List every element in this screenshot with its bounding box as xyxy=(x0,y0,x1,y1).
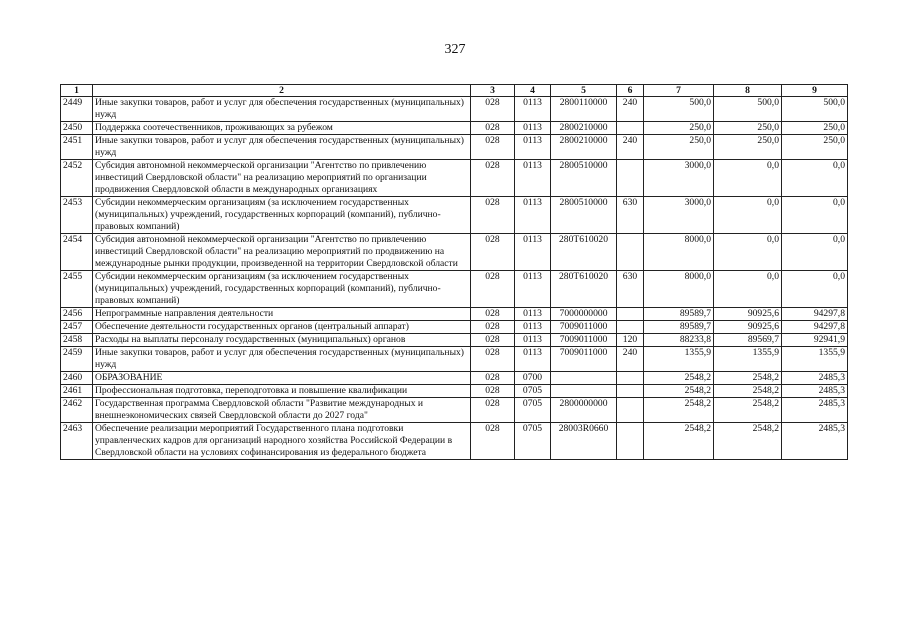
row-name: Субсидии некоммерческим организациям (за исключением государственных (муниципальных) учреждений, государственных корпораций (компаний), публично-правовых компаний) xyxy=(93,271,471,308)
expense-type-code: 240 xyxy=(617,135,644,160)
amount-col-9: 2485,3 xyxy=(782,372,848,385)
amount-col-9: 1355,9 xyxy=(782,347,848,372)
amount-col-8: 250,0 xyxy=(714,135,782,160)
amount-col-8: 2548,2 xyxy=(714,398,782,423)
amount-col-7: 3000,0 xyxy=(644,197,714,234)
ministry-code: 028 xyxy=(471,97,515,122)
section-code: 0113 xyxy=(515,160,551,197)
section-code: 0113 xyxy=(515,234,551,271)
amount-col-9: 94297,8 xyxy=(782,308,848,321)
section-code: 0705 xyxy=(515,385,551,398)
row-number: 2455 xyxy=(61,271,93,308)
column-header: 7 xyxy=(644,85,714,97)
row-name: Поддержка соотечественников, проживающих за рубежом xyxy=(93,122,471,135)
table-row xyxy=(61,234,848,271)
expense-type-code xyxy=(617,308,644,321)
amount-col-9: 2485,3 xyxy=(782,423,848,460)
row-name: Иные закупки товаров, работ и услуг для обеспечения государственных (муниципальных) нужд xyxy=(93,347,471,372)
amount-col-8: 500,0 xyxy=(714,97,782,122)
ministry-code: 028 xyxy=(471,398,515,423)
target-code: 2800110000 xyxy=(551,97,617,122)
amount-col-8: 0,0 xyxy=(714,160,782,197)
expense-type-code xyxy=(617,122,644,135)
section-code: 0113 xyxy=(515,197,551,234)
row-number: 2463 xyxy=(61,423,93,460)
table-row xyxy=(61,398,848,423)
ministry-code: 028 xyxy=(471,372,515,385)
expense-type-code xyxy=(617,234,644,271)
section-code: 0113 xyxy=(515,334,551,347)
row-name: Расходы на выплаты персоналу государственных (муниципальных) органов xyxy=(93,334,471,347)
amount-col-9: 0,0 xyxy=(782,197,848,234)
row-number: 2451 xyxy=(61,135,93,160)
section-code: 0705 xyxy=(515,423,551,460)
amount-col-8: 90925,6 xyxy=(714,308,782,321)
amount-col-7: 88233,8 xyxy=(644,334,714,347)
row-name: ОБРАЗОВАНИЕ xyxy=(93,372,471,385)
ministry-code: 028 xyxy=(471,271,515,308)
target-code: 7000000000 xyxy=(551,308,617,321)
target-code: 2800510000 xyxy=(551,197,617,234)
amount-col-7: 8000,0 xyxy=(644,234,714,271)
row-number: 2453 xyxy=(61,197,93,234)
budget-table xyxy=(60,84,848,460)
expense-type-code xyxy=(617,398,644,423)
target-code: 7009011000 xyxy=(551,347,617,372)
expense-type-code: 240 xyxy=(617,97,644,122)
amount-col-7: 1355,9 xyxy=(644,347,714,372)
amount-col-7: 250,0 xyxy=(644,122,714,135)
row-name: Субсидия автономной некоммерческой организации "Агентство по привлечению инвестиций Свердловской области" на реализацию мероприятий по организации продвижения Свердловской области в международных организациях xyxy=(93,160,471,197)
expense-type-code: 630 xyxy=(617,271,644,308)
row-name: Иные закупки товаров, работ и услуг для обеспечения государственных (муниципальных) нужд xyxy=(93,97,471,122)
amount-col-7: 2548,2 xyxy=(644,372,714,385)
amount-col-9: 250,0 xyxy=(782,122,848,135)
target-code: 2800210000 xyxy=(551,135,617,160)
column-header: 4 xyxy=(515,85,551,97)
amount-col-9: 250,0 xyxy=(782,135,848,160)
ministry-code: 028 xyxy=(471,122,515,135)
row-number: 2460 xyxy=(61,372,93,385)
column-header: 1 xyxy=(61,85,93,97)
page-number: 327 xyxy=(444,42,466,57)
amount-col-7: 8000,0 xyxy=(644,271,714,308)
amount-col-8: 0,0 xyxy=(714,234,782,271)
expense-type-code xyxy=(617,321,644,334)
ministry-code: 028 xyxy=(471,197,515,234)
target-code: 280Т610020 xyxy=(551,271,617,308)
amount-col-7: 2548,2 xyxy=(644,385,714,398)
amount-col-9: 0,0 xyxy=(782,234,848,271)
amount-col-9: 500,0 xyxy=(782,97,848,122)
amount-col-8: 2548,2 xyxy=(714,385,782,398)
row-number: 2454 xyxy=(61,234,93,271)
row-name: Профессиональная подготовка, переподготовка и повышение квалификации xyxy=(93,385,471,398)
amount-col-8: 1355,9 xyxy=(714,347,782,372)
expense-type-code xyxy=(617,423,644,460)
expense-type-code xyxy=(617,385,644,398)
amount-col-8: 0,0 xyxy=(714,271,782,308)
table-row xyxy=(61,135,848,160)
table-row xyxy=(61,347,848,372)
table-row xyxy=(61,334,848,347)
row-number: 2456 xyxy=(61,308,93,321)
ministry-code: 028 xyxy=(471,334,515,347)
amount-col-8: 90925,6 xyxy=(714,321,782,334)
target-code: 28003R0660 xyxy=(551,423,617,460)
table-row xyxy=(61,160,848,197)
row-number: 2458 xyxy=(61,334,93,347)
amount-col-9: 0,0 xyxy=(782,271,848,308)
target-code: 7009011000 xyxy=(551,334,617,347)
table-row xyxy=(61,308,848,321)
column-header: 3 xyxy=(471,85,515,97)
header-row xyxy=(61,85,848,97)
amount-col-9: 2485,3 xyxy=(782,385,848,398)
amount-col-8: 2548,2 xyxy=(714,423,782,460)
target-code: 2800210000 xyxy=(551,122,617,135)
ministry-code: 028 xyxy=(471,347,515,372)
section-code: 0113 xyxy=(515,308,551,321)
expense-type-code: 630 xyxy=(617,197,644,234)
amount-col-7: 2548,2 xyxy=(644,423,714,460)
table-row xyxy=(61,385,848,398)
table-row xyxy=(61,321,848,334)
amount-col-7: 89589,7 xyxy=(644,321,714,334)
section-code: 0113 xyxy=(515,321,551,334)
table-row xyxy=(61,271,848,308)
ministry-code: 028 xyxy=(471,160,515,197)
expense-type-code xyxy=(617,160,644,197)
section-code: 0700 xyxy=(515,372,551,385)
amount-col-9: 92941,9 xyxy=(782,334,848,347)
row-name: Обеспечение деятельности государственных органов (центральный аппарат) xyxy=(93,321,471,334)
row-name: Государственная программа Свердловской области "Развитие международных и внешнеэкономических связей Свердловской области до 2027 года" xyxy=(93,398,471,423)
amount-col-9: 0,0 xyxy=(782,160,848,197)
row-number: 2450 xyxy=(61,122,93,135)
row-number: 2457 xyxy=(61,321,93,334)
table-row xyxy=(61,197,848,234)
target-code: 2800510000 xyxy=(551,160,617,197)
section-code: 0113 xyxy=(515,135,551,160)
row-number: 2452 xyxy=(61,160,93,197)
row-number: 2462 xyxy=(61,398,93,423)
row-name: Субсидии некоммерческим организациям (за исключением государственных (муниципальных) учреждений, государственных корпораций (компаний), публично-правовых компаний) xyxy=(93,197,471,234)
amount-col-8: 89569,7 xyxy=(714,334,782,347)
row-number: 2461 xyxy=(61,385,93,398)
amount-col-8: 2548,2 xyxy=(714,372,782,385)
section-code: 0705 xyxy=(515,398,551,423)
row-name: Непрограммные направления деятельности xyxy=(93,308,471,321)
row-name: Обеспечение реализации мероприятий Государственного плана подготовки управленческих кадров для организаций народного хозяйства Российской Федерации в Свердловской области на условиях софинансирования из федерального бюджета xyxy=(93,423,471,460)
ministry-code: 028 xyxy=(471,308,515,321)
expense-type-code: 240 xyxy=(617,347,644,372)
ministry-code: 028 xyxy=(471,135,515,160)
column-header: 6 xyxy=(617,85,644,97)
ministry-code: 028 xyxy=(471,385,515,398)
amount-col-9: 94297,8 xyxy=(782,321,848,334)
amount-col-7: 2548,2 xyxy=(644,398,714,423)
row-number: 2449 xyxy=(61,97,93,122)
amount-col-8: 0,0 xyxy=(714,197,782,234)
target-code xyxy=(551,385,617,398)
ministry-code: 028 xyxy=(471,423,515,460)
section-code: 0113 xyxy=(515,347,551,372)
target-code: 2800000000 xyxy=(551,398,617,423)
amount-col-7: 89589,7 xyxy=(644,308,714,321)
column-header: 9 xyxy=(782,85,848,97)
amount-col-7: 500,0 xyxy=(644,97,714,122)
expense-type-code xyxy=(617,372,644,385)
amount-col-8: 250,0 xyxy=(714,122,782,135)
amount-col-7: 250,0 xyxy=(644,135,714,160)
target-code: 280Т610020 xyxy=(551,234,617,271)
target-code: 7009011000 xyxy=(551,321,617,334)
row-name: Иные закупки товаров, работ и услуг для обеспечения государственных (муниципальных) нужд xyxy=(93,135,471,160)
target-code xyxy=(551,372,617,385)
amount-col-9: 2485,3 xyxy=(782,398,848,423)
table-row xyxy=(61,423,848,460)
ministry-code: 028 xyxy=(471,234,515,271)
table-row xyxy=(61,372,848,385)
section-code: 0113 xyxy=(515,97,551,122)
ministry-code: 028 xyxy=(471,321,515,334)
column-header: 2 xyxy=(93,85,471,97)
column-header: 8 xyxy=(714,85,782,97)
section-code: 0113 xyxy=(515,122,551,135)
section-code: 0113 xyxy=(515,271,551,308)
row-number: 2459 xyxy=(61,347,93,372)
table-row xyxy=(61,97,848,122)
expense-type-code: 120 xyxy=(617,334,644,347)
table-row xyxy=(61,122,848,135)
amount-col-7: 3000,0 xyxy=(644,160,714,197)
column-header: 5 xyxy=(551,85,617,97)
row-name: Субсидия автономной некоммерческой организации "Агентство по привлечению инвестиций Свердловской области" на реализацию мероприятий по продвижению на международные рынки продукции, произведенной на территории Свердловской области xyxy=(93,234,471,271)
